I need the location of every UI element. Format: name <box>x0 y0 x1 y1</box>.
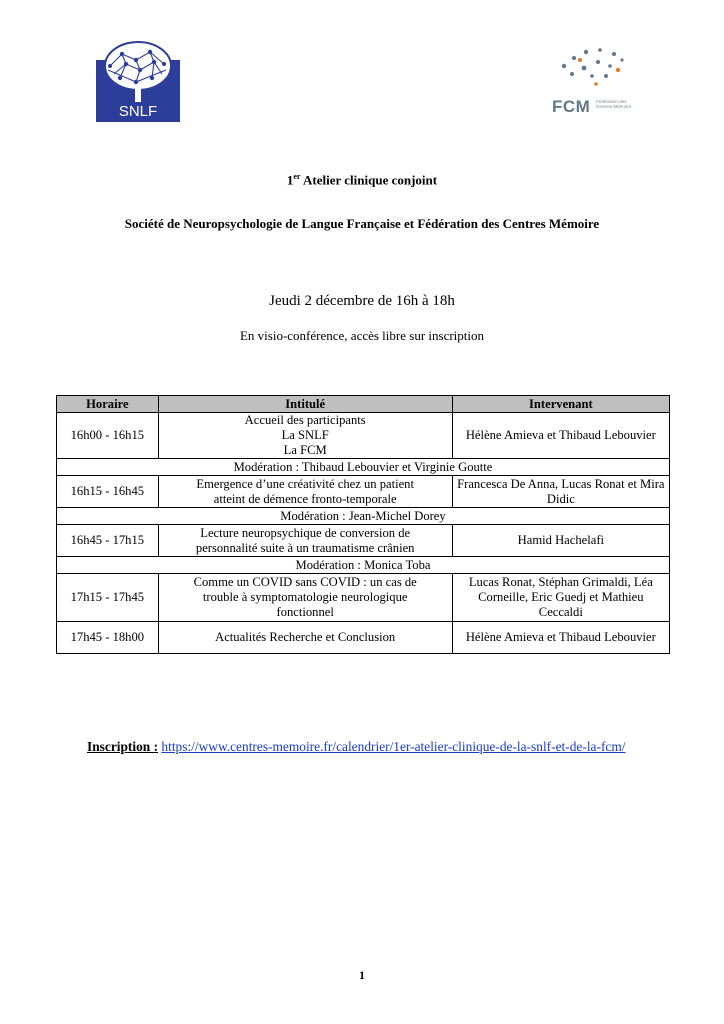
speaker-cell: Hamid Hachelafi <box>452 525 669 557</box>
table-row <box>57 622 670 654</box>
table-header-row <box>57 396 670 413</box>
program-table <box>56 395 670 654</box>
event-organizers: Société de Neuropsychologie de Langue Française et Fédération des Centres Mémoire <box>124 216 600 231</box>
time-cell: 16h00 - 16h15 <box>57 413 159 459</box>
title-line: Accueil des participants <box>244 413 366 427</box>
fcm-logo-subtext: Fédération des Centres Mémoire <box>596 99 632 109</box>
title-line: La FCM <box>283 443 327 457</box>
title-ordinal: 1 <box>286 172 294 188</box>
title-cell <box>158 413 452 459</box>
title-line: personnalité suite à un traumatisme crânien <box>195 540 415 555</box>
table-row <box>57 413 670 459</box>
speaker-cell: Francesca De Anna, Lucas Ronat et Mira Didic <box>452 476 669 508</box>
snlf-logo-text: SNLF <box>118 103 158 120</box>
event-date: Jeudi 2 décembre de 16h à 18h <box>269 293 455 309</box>
title-line: atteint de démence fronto-temporale <box>213 491 397 506</box>
title-cell <box>158 525 452 557</box>
title-cell <box>158 622 452 654</box>
title-cell <box>158 476 452 508</box>
fcm-logo-text: FCM <box>552 97 591 116</box>
moderation-cell: Modération : Jean-Michel Dorey <box>57 508 670 525</box>
event-title <box>0 172 724 188</box>
time-cell: 17h45 - 18h00 <box>57 622 159 654</box>
event-mode: En visio-conférence, accès libre sur inscription <box>239 328 485 343</box>
header-intervenant: Intervenant <box>452 396 669 413</box>
title-ordinal-sup: er <box>293 172 301 181</box>
title-line: Comme un COVID sans COVID : un cas de <box>193 575 417 589</box>
registration-link[interactable]: https://www.centres-memoire.fr/calendrier/1er-atelier-clinique-de-la-snlf-et-de-la-fcm/ <box>161 739 626 754</box>
title-line: trouble à symptomatologie neurologique <box>202 590 408 604</box>
time-cell: 16h15 - 16h45 <box>57 476 159 508</box>
title-line: fonctionnel <box>276 605 334 619</box>
title-line: Actualités Recherche et Conclusion <box>215 630 396 644</box>
speaker-cell: Lucas Ronat, Stéphan Grimaldi, Léa Corneille, Eric Guedj et Mathieu Ceccaldi <box>452 574 669 622</box>
snlf-logo <box>96 40 180 122</box>
moderation-row <box>57 459 670 476</box>
speaker-cell: Hélène Amieva et Thibaud Lebouvier <box>452 413 669 459</box>
header-intitule: Intitulé <box>158 396 452 413</box>
moderation-cell: Modération : Thibaud Lebouvier et Virginie Goutte <box>57 459 670 476</box>
fcm-logo <box>552 46 640 122</box>
time-cell: 17h15 - 17h45 <box>57 574 159 622</box>
header-horaire: Horaire <box>57 396 159 413</box>
table-row <box>57 525 670 557</box>
moderation-cell: Modération : Monica Toba <box>57 557 670 574</box>
moderation-row <box>57 557 670 574</box>
registration-block <box>87 738 647 755</box>
speaker-cell: Hélène Amieva et Thibaud Lebouvier <box>452 622 669 654</box>
title-line: Emergence d’une créativité chez un patient <box>196 476 414 491</box>
table-row <box>57 574 670 622</box>
title-cell <box>158 574 452 622</box>
title-line: Lecture neuropsychique de conversion de <box>200 525 411 540</box>
title-rest: Atelier clinique conjoint <box>300 172 438 188</box>
registration-label: Inscription : <box>87 739 159 754</box>
moderation-row <box>57 508 670 525</box>
page-number: 1 <box>359 968 365 982</box>
time-cell: 16h45 - 17h15 <box>57 525 159 557</box>
title-line: La SNLF <box>281 428 329 442</box>
table-row <box>57 476 670 508</box>
